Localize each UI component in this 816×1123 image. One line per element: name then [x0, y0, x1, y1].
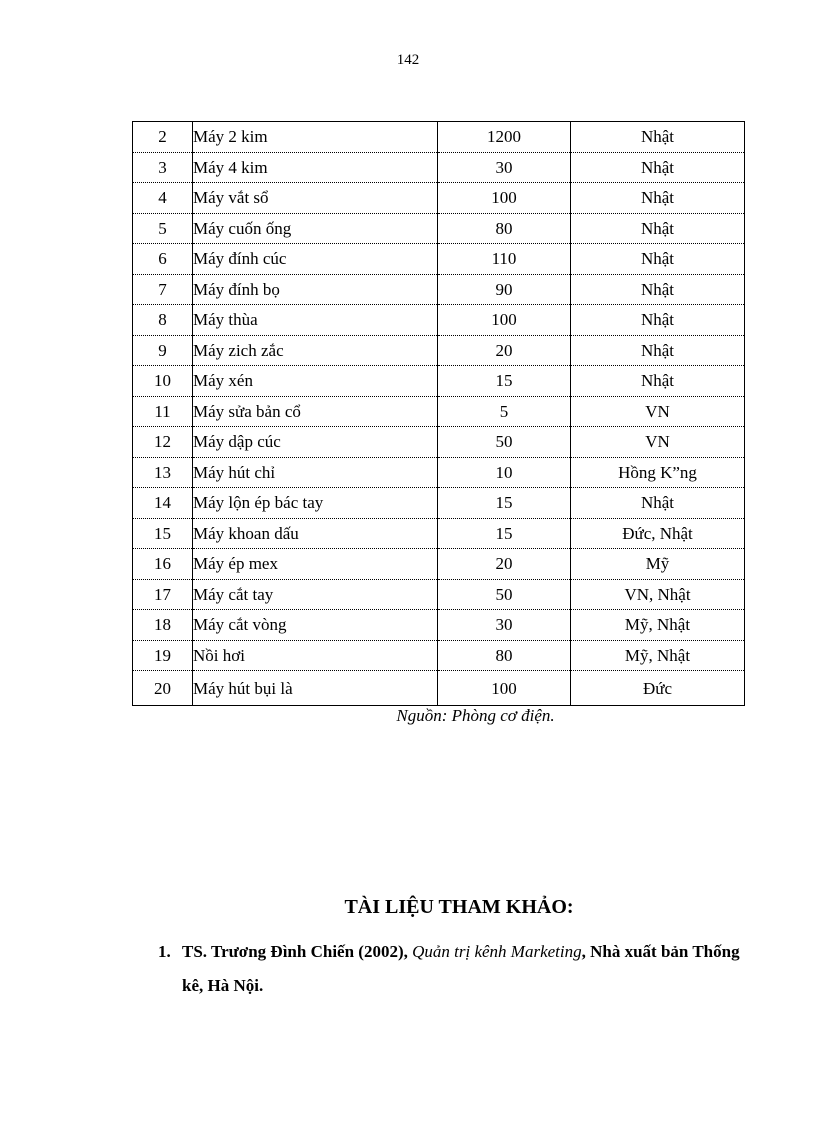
- machine-name: Máy cắt tay: [193, 579, 438, 610]
- table-row: [133, 457, 745, 488]
- machine-quantity: 50: [438, 579, 571, 610]
- machine-name: Máy xén: [193, 366, 438, 397]
- row-number: 17: [133, 579, 193, 610]
- machine-origin: Nhật: [571, 488, 745, 519]
- machine-quantity: 50: [438, 427, 571, 458]
- row-number: 8: [133, 305, 193, 336]
- machine-name: Máy khoan dấu: [193, 518, 438, 549]
- machine-origin: Nhật: [571, 213, 745, 244]
- machine-quantity: 5: [438, 396, 571, 427]
- machine-origin: Nhật: [571, 305, 745, 336]
- machine-quantity: 100: [438, 183, 571, 214]
- references-heading: TÀI LIỆU THAM KHẢO:: [344, 896, 574, 918]
- row-number: 3: [133, 152, 193, 183]
- row-number: 4: [133, 183, 193, 214]
- reference-author: TS. Trương Đình Chiến (2002),: [182, 942, 413, 961]
- row-number: 11: [133, 396, 193, 427]
- machine-name: Máy lộn ép bác tay: [193, 488, 438, 519]
- reference-book-title: Quản trị kênh Marketing: [412, 942, 582, 961]
- table-row: [133, 274, 745, 305]
- row-number: 14: [133, 488, 193, 519]
- row-number: 9: [133, 335, 193, 366]
- row-number: 12: [133, 427, 193, 458]
- row-number: 7: [133, 274, 193, 305]
- machine-origin: Nhật: [571, 244, 745, 275]
- machine-name: Máy thùa: [193, 305, 438, 336]
- machine-origin: VN: [571, 427, 745, 458]
- row-number: 5: [133, 213, 193, 244]
- machine-name: Máy 2 kim: [193, 122, 438, 153]
- machine-quantity: 90: [438, 274, 571, 305]
- row-number: 19: [133, 640, 193, 671]
- machine-name: Máy hút chỉ: [193, 457, 438, 488]
- machine-quantity: 20: [438, 549, 571, 580]
- machine-quantity: 10: [438, 457, 571, 488]
- machine-name: Máy đính bọ: [193, 274, 438, 305]
- machine-origin: Mỹ, Nhật: [571, 610, 745, 641]
- table-row: [133, 183, 745, 214]
- table-row: [133, 640, 745, 671]
- machine-name: Máy sửa bản cổ: [193, 396, 438, 427]
- machine-name: Máy zich zắc: [193, 335, 438, 366]
- table-row: [133, 549, 745, 580]
- machine-name: Máy cuốn ống: [193, 213, 438, 244]
- row-number: 18: [133, 610, 193, 641]
- machine-quantity: 15: [438, 366, 571, 397]
- row-number: 13: [133, 457, 193, 488]
- row-number: 10: [133, 366, 193, 397]
- machine-quantity: 15: [438, 518, 571, 549]
- machine-quantity: 110: [438, 244, 571, 275]
- machine-origin: Mỹ, Nhật: [571, 640, 745, 671]
- machine-origin: Nhật: [571, 183, 745, 214]
- machine-origin: Nhật: [571, 335, 745, 366]
- table-row: [133, 488, 745, 519]
- machine-quantity: 15: [438, 488, 571, 519]
- machine-name: Máy vắt sổ: [193, 183, 438, 214]
- machine-quantity: 80: [438, 213, 571, 244]
- machine-quantity: 1200: [438, 122, 571, 153]
- reference-publisher: , Nhà xuất bản Thống kê, Hà Nội.: [182, 942, 740, 995]
- table-row: [133, 335, 745, 366]
- machine-origin: VN: [571, 396, 745, 427]
- table-row: [133, 579, 745, 610]
- table-row: [133, 122, 745, 153]
- page-number: 142: [396, 52, 420, 68]
- references-list: [158, 935, 758, 1003]
- table-row: [133, 427, 745, 458]
- table-row: [133, 366, 745, 397]
- machine-name: Máy hút bụi là: [193, 671, 438, 706]
- reference-number: 1.: [158, 942, 171, 961]
- table-row: [133, 152, 745, 183]
- table-row: [133, 244, 745, 275]
- machine-name: Máy ép mex: [193, 549, 438, 580]
- machine-name: Nồi hơi: [193, 640, 438, 671]
- table-row: [133, 610, 745, 641]
- machine-origin: Hồng K”ng: [571, 457, 745, 488]
- equipment-table: [132, 121, 745, 706]
- machine-quantity: 100: [438, 305, 571, 336]
- machine-name: Máy dập cúc: [193, 427, 438, 458]
- machine-origin: Đức, Nhật: [571, 518, 745, 549]
- table-row: [133, 396, 745, 427]
- machine-quantity: 100: [438, 671, 571, 706]
- table-row: [133, 305, 745, 336]
- machine-name: Máy 4 kim: [193, 152, 438, 183]
- machine-origin: Đức: [571, 671, 745, 706]
- machine-name: Máy đính cúc: [193, 244, 438, 275]
- machine-origin: Nhật: [571, 152, 745, 183]
- machine-origin: Mỹ: [571, 549, 745, 580]
- machine-name: Máy cắt vòng: [193, 610, 438, 641]
- machine-quantity: 30: [438, 610, 571, 641]
- machine-origin: Nhật: [571, 274, 745, 305]
- machine-quantity: 30: [438, 152, 571, 183]
- table-row: [133, 671, 745, 706]
- table-source-note: Nguồn: Phòng cơ điện.: [396, 706, 555, 725]
- machine-quantity: 80: [438, 640, 571, 671]
- table-row: [133, 518, 745, 549]
- row-number: 15: [133, 518, 193, 549]
- machine-origin: VN, Nhật: [571, 579, 745, 610]
- row-number: 6: [133, 244, 193, 275]
- machine-origin: Nhật: [571, 122, 745, 153]
- equipment-table-body: [133, 122, 745, 706]
- row-number: 16: [133, 549, 193, 580]
- row-number: 20: [133, 671, 193, 706]
- machine-quantity: 20: [438, 335, 571, 366]
- row-number: 2: [133, 122, 193, 153]
- machine-origin: Nhật: [571, 366, 745, 397]
- table-row: [133, 213, 745, 244]
- reference-item: [158, 935, 758, 1003]
